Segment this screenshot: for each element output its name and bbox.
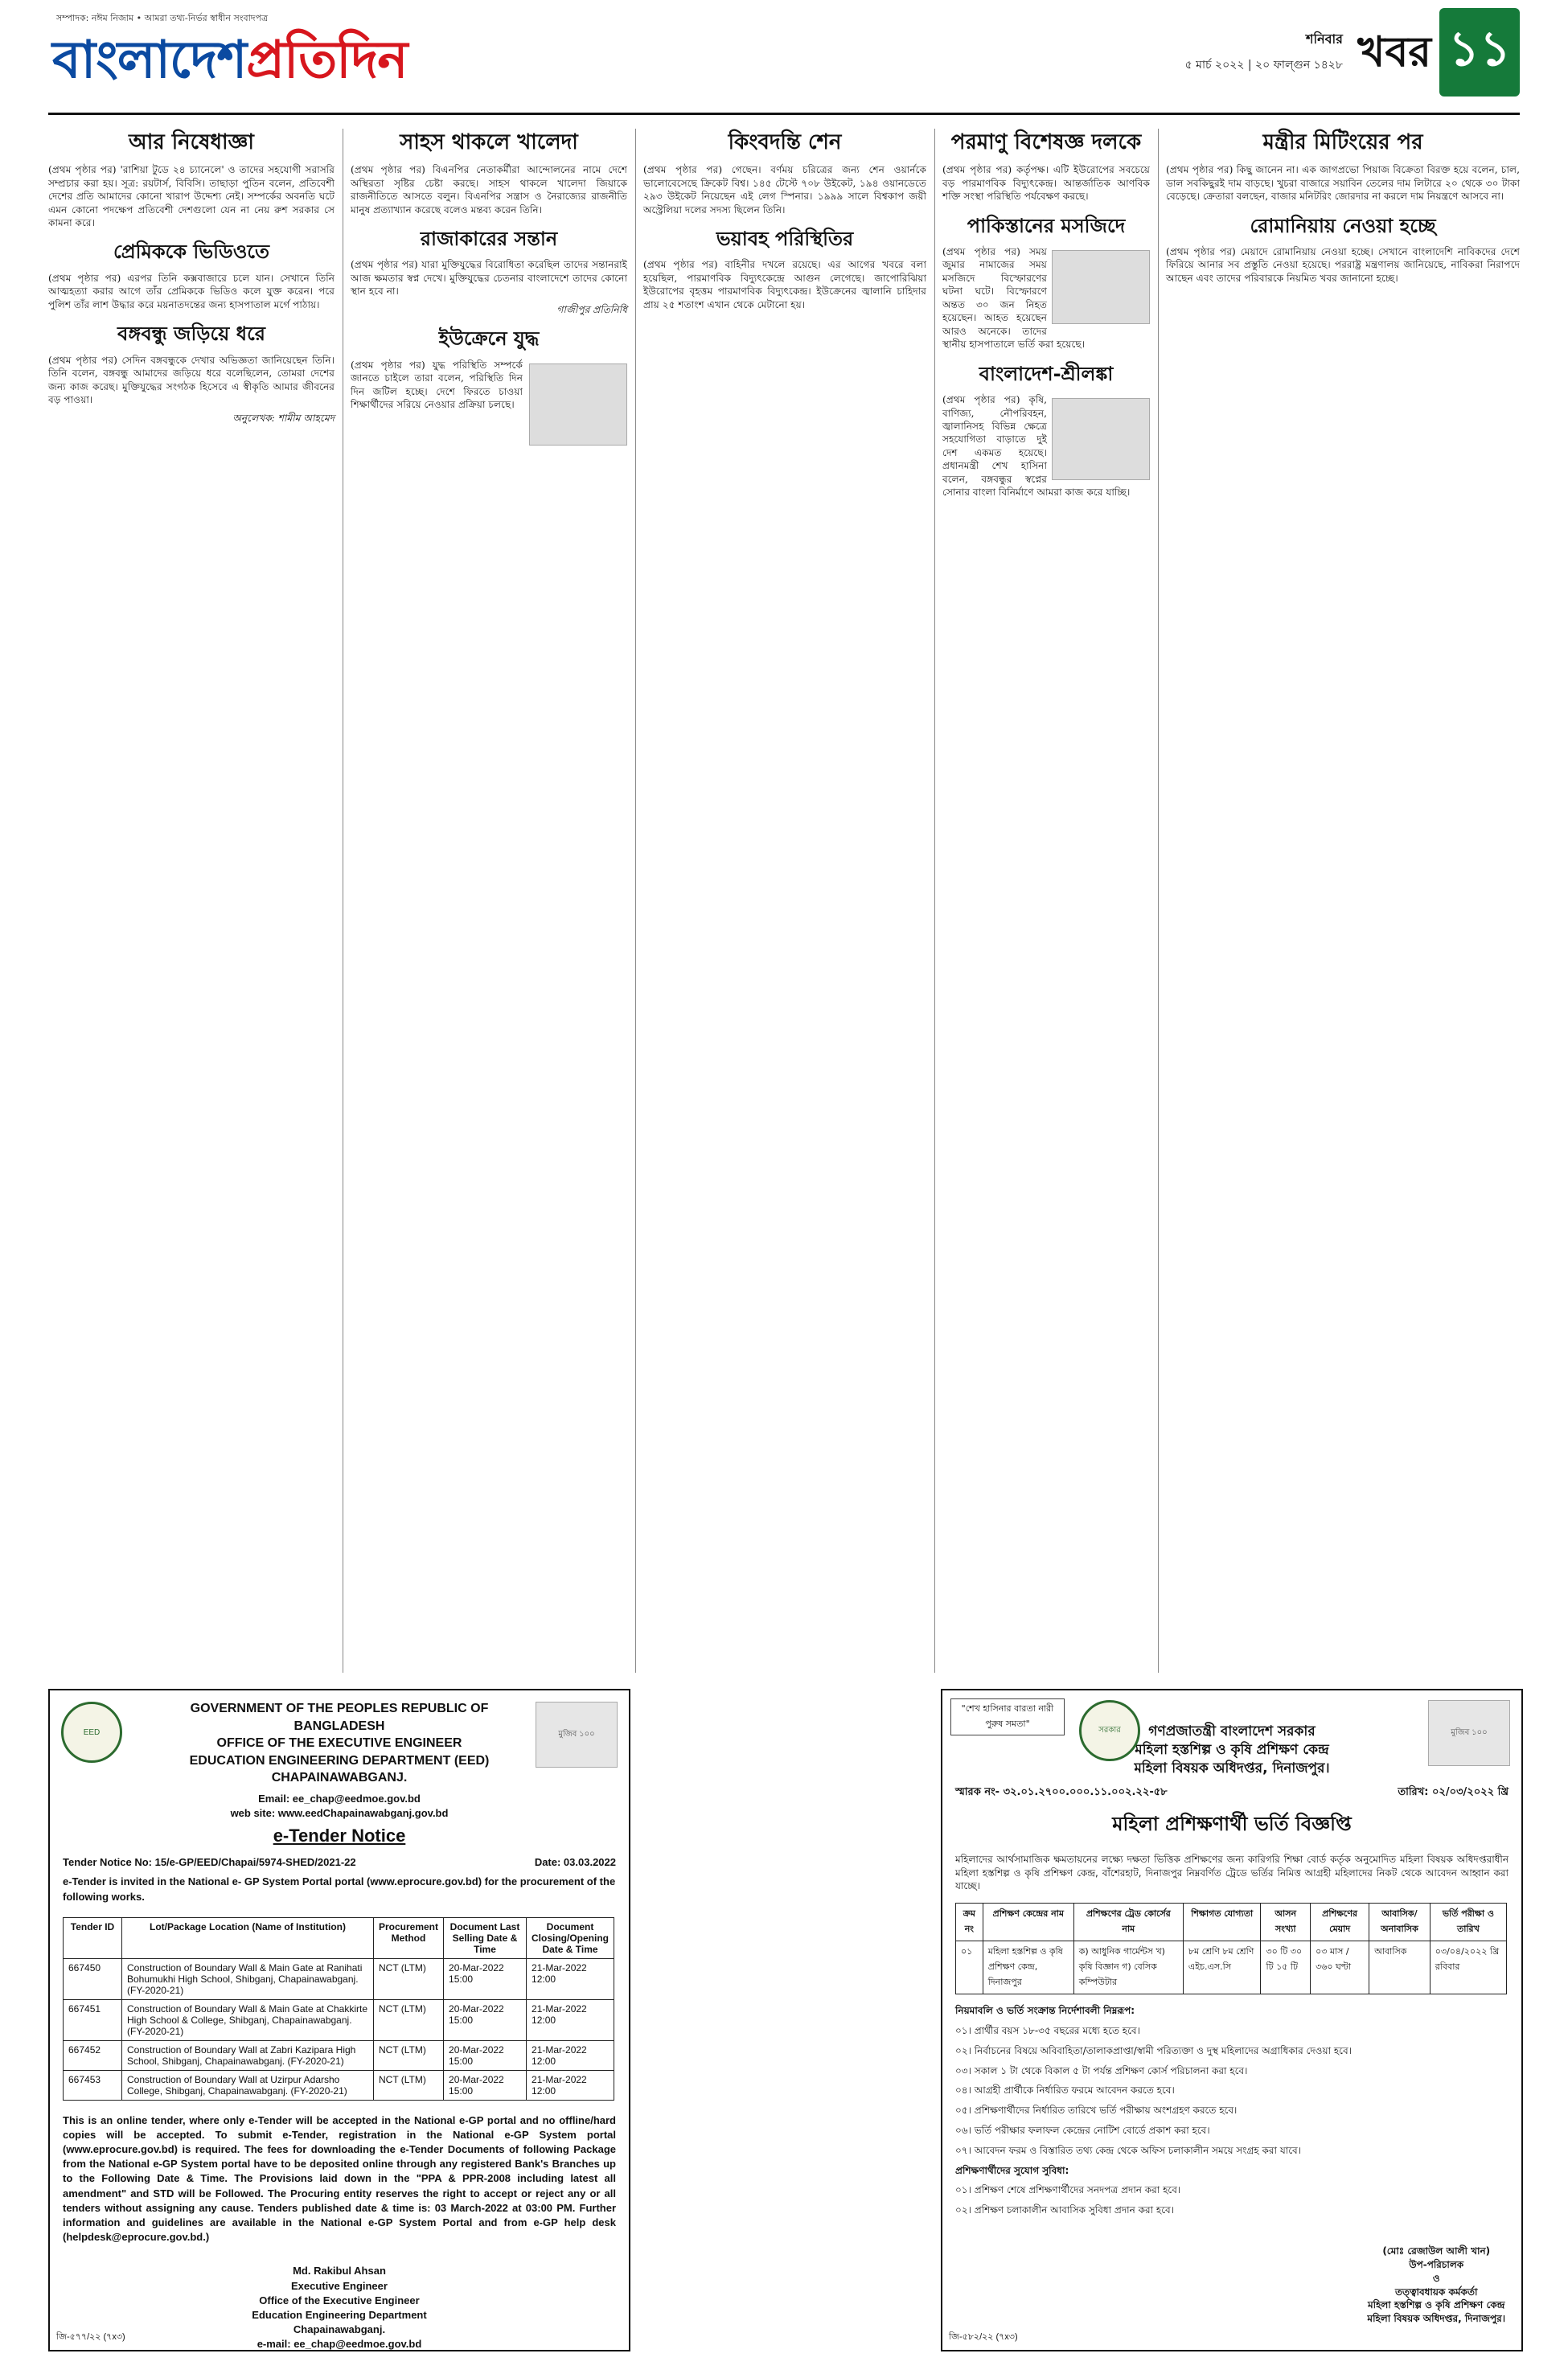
article-text: (প্রথম পৃষ্ঠার পর) এরপর তিনি কক্সবাজারে চলে যান। সেখানে তিনি আত্মহত্যা করার আগে তাঁর প্রেমিককে ভিডিও কলে যুক্ত করেন। পরে পুলিশ তাঁর লাশ উদ্ধার করে ময়নাতদন্তের জন্য হাসপাতাল মর্গে পাঠায়। [48, 272, 335, 310]
weekday: শনিবার [1306, 31, 1343, 47]
headline-1[interactable]: আর নিষেধাজ্ঞা [129, 130, 254, 154]
headline-3[interactable]: বঙ্গবন্ধু জড়িয়ে ধরে [117, 322, 265, 346]
article-text: (প্রথম পৃষ্ঠার পর) কর্তৃপক্ষ। এটি ইউরোপের সবচেয়ে বড় পারমাণবিক বিদ্যুৎকেন্দ্র। আন্তর্জাতিক আণবিক শক্তি সংস্থা পরিস্থিতি পর্যবেক্ষণ করছে। [942, 164, 1150, 203]
rule-item: ০৬। ভর্তি পরীক্ষার ফলাফল কেন্দ্রের নোটিশ বোর্ডে প্রকাশ করা হবে। [955, 2124, 1210, 2136]
ad-code: জি-৫৮২/২২ (৭x৩) [949, 2332, 1018, 2342]
article-text: (প্রথম পৃষ্ঠার পর) বিএনপির নেতাকর্মীরা আন্দোলনের নামে দেশে অস্থিরতা সৃষ্টির চেষ্টা করছে। সাহস থাকলে খালেদা জিয়াকে রাজনীতিতে আসতে বলুন। বিএনপির সন্ত্রাস ও নৈরাজ্যের রাজনীতি মানুষ প্রত্যাখ্যান করেছে বলেও মন্তব্য করেন তিনি। [351, 164, 627, 216]
tender-meta [50, 1856, 629, 1868]
article-text: (প্রথম পৃষ্ঠার পর) সেদিন বঙ্গবন্ধুকে দেখার অভিজ্ঞতা জানিয়েছেন তিনি। তিনি বলেন, বঙ্গবন্ধু আমাদের জড়িয়ে ধরে বলেছিলেন, তোমরা দেশের জন্য কাজ করেছ। মুক্তিযুদ্ধের সংগঠক হিসেবে এ স্বীকৃতি আমার জীবনের বড় পাওয়া। [48, 354, 335, 406]
slogan-box: "শেখ হাসিনার বারতা নারী পুরুষ সমতা" [950, 1698, 1065, 1735]
headline-1[interactable]: মন্ত্রীর মিটিংয়ের পর [1262, 130, 1423, 154]
table-header: প্রশিক্ষণের ট্রেড কোর্সের নাম [1073, 1904, 1183, 1941]
notice-date: তারিখ: ০২/০৩/২০২২ খ্রি [1398, 1785, 1508, 1798]
rule-item: ০১। প্রার্থীর বয়স ১৮-৩৫ বছরের মধ্যে হতে হবে। [955, 2025, 1140, 2036]
date: ৫ মার্চ ২০২২ | ২০ ফাল্গুন ১৪২৮ [1184, 59, 1343, 72]
ad-code: জি-৫৭৭/২২ (৭x৩) [56, 2332, 125, 2342]
eed-emblem-icon: EED [61, 1702, 122, 1763]
headline-2[interactable]: রোমানিয়ায় নেওয়া হচ্ছে [1250, 214, 1436, 237]
article-text: (প্রথম পৃষ্ঠার পর) মেয়াদে রোমানিয়ায় নেওয়া হচ্ছে। সেখানে বাংলাদেশি নাবিকদের দেশে ফিরিয়ে আনার সব প্রস্তুতি নেওয়া হয়েছে। পররাষ্ট্র মন্ত্রণালয় জানিয়েছে, নাবিকরা নিরাপদে আছেন এবং তাদের পরিবারকে নিয়মিত খবর জানানো হচ্ছে। [1166, 245, 1520, 284]
article-text: (প্রথম পৃষ্ঠার পর) কৃষি, বাণিজ্য, নৌপরিবহন, জ্বালানিসহ বিভিন্ন ক্ষেত্রে সহযোগিতা বাড়াতে দুই দেশ একমত হয়েছে। প্রধানমন্ত্রী শেখ হাসিনা বলেন, বঙ্গবন্ধুর স্বপ্নের সোনার বাংলা বিনির্মাণে আমরা কাজ করে যাচ্ছি। [942, 394, 1131, 499]
table-header: প্রশিক্ষণের মেয়াদ [1311, 1904, 1369, 1941]
tender-intro: e-Tender is invited in the National e- GP System Portal portal (www.eprocure.gov.bd) for the procurement of the following works. [63, 1875, 616, 1903]
ad-header: গণপ্রজাতন্ত্রী বাংলাদেশ সরকার মহিলা হস্তশিল্প ও কৃষি প্রশিক্ষণ কেন্দ্র মহিলা বিষয়ক অধিদপ্তর, দিনাজপুর। [1134, 1723, 1330, 1776]
headline-1[interactable]: সাহস থাকলে খালেদা [400, 130, 578, 154]
tender-number: Tender Notice No: 15/e-GP/EED/Chapai/5974-SHED/2021-22 [63, 1856, 356, 1869]
article-text: (প্রথম পৃষ্ঠার পর) বাহিনীর দখলে রয়েছে। এর আগের খবরে বলা হয়েছিল, পারমাণবিক বিদ্যুৎকেন্দ্রে আগুন লেগেছে। জাপোরিঝিয়া ইউরোপের বৃহত্তম পারমাণবিক বিদ্যুৎকেন্দ্র। ইউক্রেনের জ্বালানি চাহিদার প্রায় ২৫ শতাংশ এখান থেকে মেটানো হয়। [643, 259, 926, 310]
article-text: (প্রথম পৃষ্ঠার পর) 'রাশিয়া টুডে ২৪ চ্যানেলে' ও তাদের সহযোগী সরাসরি সম্প্রচার করা হয়। সূত্র: রয়টার্স, বিবিসি। তাছাড়া পুতিন বলেন, প্রতিবেশী দেশের প্রতি আমাদের কোনো খারাপ উদ্দেশ্য নেই। সম্পর্কের অবনতি ঘটে এমন কোনো পদক্ষেপ প্রতিবেশী দেশগুলো যেন না নেয় রুশ সরকার সে কামনা করে। [48, 164, 335, 228]
table-header: আসন সংখ্যা [1261, 1904, 1311, 1941]
article-column-1 [48, 129, 335, 425]
news-photo [529, 363, 627, 446]
notice-intro: মহিলাদের আর্থসামাজিক ক্ষমতায়নের লক্ষ্যে দক্ষতা ভিত্তিক প্রশিক্ষণের জন্য কারিগরি শিক্ষা বোর্ড কর্তৃক অনুমোদিত মহিলা বিষয়ক অধিদপ্তরাধীন মহিলা হস্তশিল্প ও কৃষি প্রশিক্ষণ কেন্দ্র, বাঁশেরহাট, দিনাজপুর নিম্নবর্ণিত ট্রেডে ভর্তির নিমিত্ত আগ্রহী মহিলাদের নিকট থেকে আবেদন আহ্বান করা যাচ্ছে। [955, 1853, 1508, 1892]
table-header: Procurement Method [373, 1917, 443, 1958]
byline: গাজীপুর প্রতিনিধি [556, 303, 627, 315]
logo-text: বাংলাদেশপ্রতিদিন [52, 31, 408, 90]
article-column-5 [1166, 129, 1520, 290]
table-row: 667450 Construction of Boundary Wall & Main Gate at Ranihati Bohumukhi High School, Shibganj, Chapainawabganj. (FY-2020-21) NCT (LTM) 20-Mar-2022 15:00 21-Mar-2022 12:00 [64, 1958, 614, 1999]
table-header: Document Closing/Opening Date & Time [527, 1917, 614, 1958]
column-divider [934, 129, 935, 1673]
column-divider [1158, 129, 1159, 1673]
rule-item: ০৩। সকাল ১ টা থেকে বিকাল ৫ টা পর্যন্ত প্রশিক্ষণ কোর্স পরিচালনা করা হবে। [955, 2064, 1248, 2076]
admission-table [955, 1903, 1507, 1994]
table-row: 667452 Construction of Boundary Wall at Zabri Kazipara High School, Shibganj, Chapainawabganj. (FY-2020-21) NCT (LTM) 20-Mar-2022 15:00 21-Mar-2022 12:00 [64, 2040, 614, 2070]
tender-notice-ad [48, 1689, 630, 2351]
article-text: (প্রথম পৃষ্ঠার পর) গেছেন। বর্ণময় চরিত্রের জন্য শেন ওয়ার্নকে ভালোবেসেছে ক্রিকেট বিশ্ব। ১৪৫ টেস্টে ৭০৮ উইকেট, ১৯৪ ওয়ানডেতে ২৯৩ উইকেট নিয়েছেন এই লেগ স্পিনার। ১৯৯৯ সালে বিশ্বকাপ জয়ী অস্ট্রেলিয়া দলের সদস্য ছিলেন তিনি। [643, 164, 926, 216]
memo-number: স্মারক নং- ৩২.০১.২৭০০.০০০.১১.০০২.২২-৫৮ [955, 1785, 1168, 1798]
table-header: আবাসিক/অনাবাসিক [1369, 1904, 1430, 1941]
table-row: 667453 Construction of Boundary Wall at Uzirpur Adarsho College, Shibganj, Chapainawabganj. (FY-2020-21) NCT (LTM) 20-Mar-2022 15:00 21-Mar-2022 12:00 [64, 2070, 614, 2100]
signature-block: Md. Rakibul Ahsan Executive Engineer Office of the Executive Engineer Education Engineering Department Chapainawabganj. e-mail: ee_chap@eedmoe.gov.bd [252, 2265, 427, 2351]
table-header: ভর্তি পরীক্ষা ও তারিখ [1430, 1904, 1506, 1941]
article-column-2 [351, 129, 627, 450]
headline-1[interactable]: কিংবদন্তি শেন [728, 130, 842, 154]
benefit-item: ০১। প্রশিক্ষণ শেষে প্রশিক্ষণার্থীদের সনদপত্র প্রদান করা হবে। [955, 2184, 1181, 2196]
tender-table [63, 1917, 614, 2101]
article-text: (প্রথম পৃষ্ঠার পর) যারা মুক্তিযুদ্ধের বিরোধিতা করেছিল তাদের সন্তানরাই আজ ক্ষমতার স্বপ্ন দেখে। মুক্তিযুদ্ধের চেতনার বাংলাদেশে তাদের কোনো স্থান হবে না। [351, 259, 627, 298]
tender-body: This is an online tender, where only e-Tender will be accepted in the National e-GP portal and no offline/hard copies will be accepted. To submit e-Tender, registration in the National e-GP System portal (www.eprocure.gov.bd) is required. The fees for downloading the e-Tender Documents of following Package from the National e-GP System portal have to be deposited online through any registered Bank's Branches up to the Following Date & Time. The Provisions laid down in the "PPA & PPR-2008 including latest all amendment" and STD will be Followed. The Procuring entity reserves the right to accept or reject any or all tenders without assigning any cause. Tenders published date & time is: 03 March-2022 at 03:00 PM. Further information and guidelines are available in the National e-GP System Portal and from e-GP help desk (helpdesk@eprocure.gov.bd.) [63, 2113, 616, 2244]
government-emblem-icon: সরকার [1079, 1700, 1140, 1761]
signature-block: (মোঃ রেজাউল আলী খান) উপ-পরিচালক ও তত্ত্বাবধায়ক কর্মকর্তা মহিলা হস্তশিল্প ও কৃষি প্রশিক্ষণ কেন্দ্র মহিলা বিষয়ক অধিদপ্তর, দিনাজপুর। [1367, 2245, 1505, 2325]
headline-2[interactable]: রাজাকারের সন্তান [420, 227, 558, 250]
rules-title: নিয়মাবলি ও ভর্তি সংক্রান্ত নির্দেশাবলী নিম্নরূপ: [955, 2005, 1135, 2017]
column-divider [635, 129, 636, 1673]
ad-website: web site: www.eedChapainawabganj.gov.bd [230, 1807, 449, 1820]
headline-1[interactable]: পরমাণু বিশেষজ্ঞ দলকে [950, 130, 1142, 154]
newspaper-logo[interactable] [48, 5, 408, 109]
article-column-3 [643, 129, 926, 316]
ad-header: GOVERNMENT OF THE PEOPLES REPUBLIC OF BANGLADESH OFFICE OF THE EXECUTIVE ENGINEER EDUCATION ENGINEERING DEPARTMENT (EED) CHAPAINAWABGANJ. [189, 1702, 490, 1785]
logo-tagline: সম্পাদক: নঈম নিজাম • আমরা তথ্য-নির্ভর স্বাধীন সংবাদপত্র [56, 13, 269, 23]
article-text: (প্রথম পৃষ্ঠার পর) সময় জুমার নামাজের সময় মসজিদে বিস্ফোরণের ঘটনা ঘটে। বিস্ফোরণে অন্তত ৩০ জন নিহত হয়েছেন। আহত হয়েছেন আরও অনেকে। তাদের স্থানীয় হাসপাতালে ভর্তি করা হয়েছে। [942, 245, 1086, 351]
admission-notice-ad [941, 1689, 1523, 2351]
dateline [1185, 29, 1343, 75]
rule-item: ০৪। আগ্রহী প্রার্থীকে নির্ধারিত ফরমে আবেদন করতে হবে। [955, 2084, 1175, 2097]
ad-email: Email: ee_chap@eedmoe.gov.bd [258, 1792, 421, 1805]
article-text: (প্রথম পৃষ্ঠার পর) কিছু জানেন না। এক জাগপ্রভো পিয়াজ বিক্রেতা বিরক্ত হয়ে বলেন, চাল, ডাল সবকিছুরই দাম বাড়ছে। খুচরা বাজারে সয়াবিন তেলের দাম লিটারে ২০ থেকে ৩০ টাকা বেড়েছে। ক্রেতারা বলছেন, বাজার মনিটরিং জোরদার না করলে দাম নিয়ন্ত্রণে আসবে না। [1166, 164, 1520, 203]
table-row: 667451 Construction of Boundary Wall & Main Gate at Chakkirte High School & College, Shibganj, Chapainawabganj. (FY-2020-21) NCT (LTM) 20-Mar-2022 15:00 21-Mar-2022 12:00 [64, 1999, 614, 2040]
rule-item: ০২। নির্বাচনের বিষয়ে অবিবাহিতা/তালাকপ্রাপ্তা/স্বামী পরিত্যক্তা ও দুস্থ মহিলাদের অগ্রাধিকার দেওয়া হবে। [955, 2044, 1352, 2056]
news-photo [1052, 250, 1150, 324]
table-header: Lot/Package Location (Name of Institution) [122, 1917, 374, 1958]
ad-title: e-Tender Notice [273, 1826, 406, 1846]
benefit-item: ০২। প্রশিক্ষণ চলাকালীন আবাসিক সুবিধা প্রদান করা হবে। [955, 2204, 1175, 2216]
mujib-portrait-icon: মুজিব ১০০ [536, 1702, 618, 1768]
headline-3[interactable]: বাংলাদেশ-শ্রীলঙ্কা [979, 362, 1114, 385]
byline: অনুলেখক: শামীম আহমেদ [232, 412, 335, 424]
mujib-portrait-icon: মুজিব ১০০ [1428, 1700, 1510, 1766]
table-header: ক্রম নং [956, 1904, 983, 1941]
tender-date: Date: 03.03.2022 [534, 1856, 616, 1869]
headline-2[interactable]: প্রেমিককে ভিডিওতে [113, 240, 270, 264]
benefits-title: প্রশিক্ষণার্থীদের সুযোগ সুবিধা: [955, 2164, 1069, 2176]
article-column-4 [942, 129, 1150, 504]
masthead [48, 0, 1520, 115]
headline-2[interactable]: পাকিস্তানের মসজিদে [967, 214, 1126, 237]
table-header: শিক্ষাগত যোগ্যতা [1183, 1904, 1261, 1941]
headline-2[interactable]: ভয়াবহ পরিস্থিতির [716, 227, 854, 250]
table-header: প্রশিক্ষণ কেন্দ্রের নাম [983, 1904, 1073, 1941]
table-row: ০১ মহিলা হস্তশিল্প ও কৃষি প্রশিক্ষণ কেন্দ্র, দিনাজপুর ক) আধুনিক গার্মেন্টস খ) কৃষি বিজ্ঞান গ) বেসিক কম্পিউটার ৮ম শ্রেণি ৮ম শ্রেণি এইচ.এস.সি ৩০ টি ৩০ টি ১৫ টি ০৩ মাস / ৩৬০ ঘণ্টা আবাসিক ০৩/০৪/২০২২ খ্রি রবিবার [956, 1941, 1507, 1994]
article-text: (প্রথম পৃষ্ঠার পর) যুদ্ধ পরিস্থিতি সম্পর্কে জানতে চাইলে তারা বলেন, পরিস্থিতি দিন দিন জটিল হচ্ছে। দেশে ফিরতে চাওয়া শিক্ষার্থীদের সরিয়ে নেওয়ার প্রক্রিয়া চলছে। [351, 359, 523, 411]
table-header: Tender ID [64, 1917, 122, 1958]
section-title: খবর [1357, 28, 1431, 76]
notice-meta [942, 1785, 1521, 1801]
ad-title: মহিলা প্রশিক্ষণার্থী ভর্তি বিজ্ঞপ্তি [1112, 1812, 1352, 1835]
table-header: Document Last Selling Date & Time [444, 1917, 527, 1958]
rule-item: ০৭। আবেদন ফরম ও বিস্তারিত তথ্য কেন্দ্র থেকে অফিস চলাকালীন সময়ে সংগ্রহ করা যাবে। [955, 2144, 1302, 2156]
page-number-badge: ১১ [1439, 8, 1520, 97]
headline-3[interactable]: ইউক্রেনে যুদ্ধ [438, 327, 540, 351]
rule-item: ০৫। প্রশিক্ষণার্থীদের নির্ধারিত তারিখে ভর্তি পরীক্ষায় অংশগ্রহণ করতে হবে। [955, 2105, 1238, 2117]
news-photo [1052, 398, 1150, 480]
